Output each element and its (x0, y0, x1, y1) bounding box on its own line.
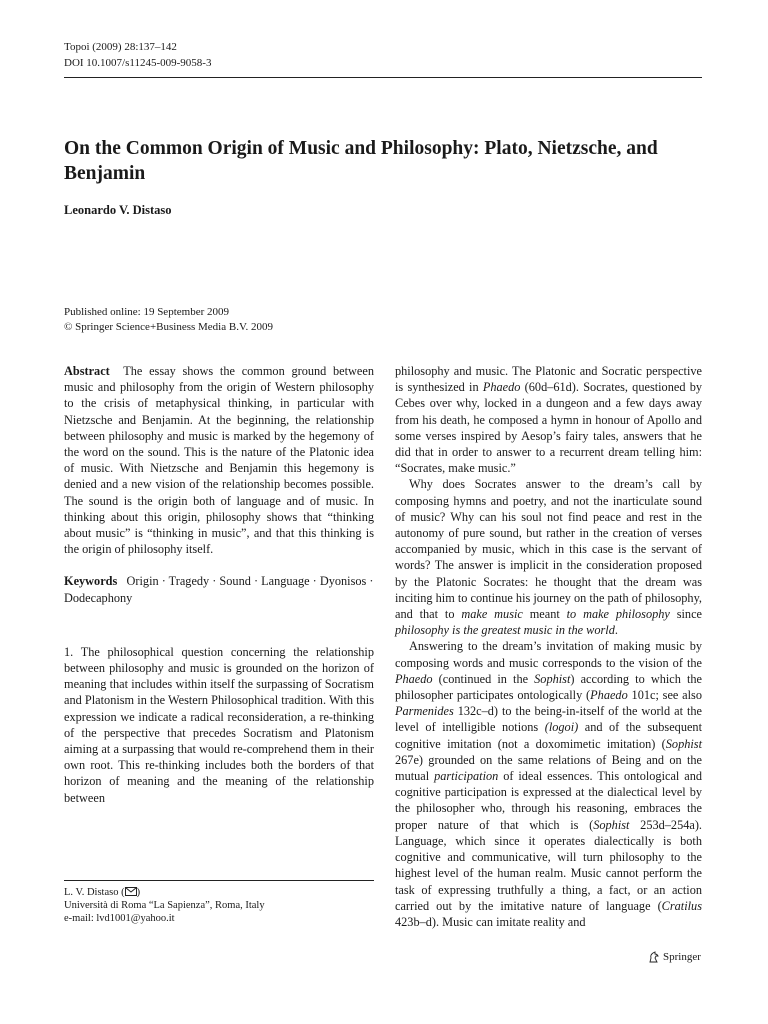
doi-line: DOI 10.1007/s11245-009-9058-3 (64, 57, 212, 69)
footnote-affiliation: Università di Roma “La Sapienza”, Roma, Italy (64, 900, 265, 911)
body-paragraph-continued: philosophy and music. The Platonic and Socratic perspective is synthesized in Phaedo (60d–61d). Socrates, questioned by Cebes over why, locked in a dungeon and a few days away from his death, he composed a hymn in honour of Apollo and some verses inspired by Aesop’s fairy tales, answers that he did that in order to answer to a recurrent dream telling him: “Socrates, make music.” (395, 364, 702, 476)
publication-info (64, 305, 273, 335)
keywords-label: Keywords (64, 574, 118, 589)
envelope-icon (125, 887, 137, 896)
footnote-author: L. V. Distaso ( ) (64, 887, 141, 898)
body-paragraph-3: Answering to the dream’s invitation of making music by composing words and music corresponds to the vision of the Phaedo (continued in the Sophist) according to which the philosopher participates ontologically (Phaedo 101c; see also Parmenides 132c–d) to the being-in-itself of the world at the level of intelligible notions (logoi) and of the subsequent cognitive imitation (not a doxomimetic imitation) (Sophist 267e) grounded on the same relations of Being and on the mutual participation of ideal essences. This ontological and cognitive participation is expressed at the dialectical level by the philosopher who, through his reasoning, embraces the proper nature of that which is (Sophist 253d–254a). Language, which since it operates dialectically is both cognitive and communicative, will turn philosophy to the highest level of the human realm. Music cannot perform the task of expressing truthfully a thing, a fact, or an action carried out by the imitative nature of language (Cratilus 423b–d). Music can imitate reality and (395, 639, 702, 929)
right-column (395, 363, 702, 930)
author-footnote (64, 886, 265, 925)
abstract-text: The essay shows the common ground between music and philosophy from the origin of Western philosophy to the crisis of metaphysical thinking, in particular with Nietzsche and Benjamin. At the beginning, the relationship between philosophy and music is marked by the hegemony of the word on the sound. This is the nature of the Platonic idea of music. With Nietzsche and Benjamin this hegemony is denied and a new vision of the relationship becomes possible. The sound is the origin both of language and of music. In thinking about this origin, philosophy shows that “thinking about music” is “thinking in music”, and that this thinking is the origin of philosophy itself. (64, 364, 374, 557)
abstract (64, 363, 374, 557)
body-paragraph-1: 1. The philosophical question concerning the relationship between philosophy and music is grounded on the horizon of meaning that includes within itself the surpassing of Socratism and Platonism in the Western Philosophical tradition. With this expression we indicate a radical reconsideration, a re-thinking of the perspective that precedes Socratism and Platonism aiming at a surpassing that would re-comprehend them in their own root. This re-thinking includes both the borders of that horizon of meaning and the meaning of the relationship between (64, 644, 374, 805)
footnote-email: e-mail: lvd1001@yahoo.it (64, 913, 175, 924)
article-title: On the Common Origin of Music and Philosophy: Plato, Nietzsche, and Benjamin (64, 138, 658, 184)
left-column (64, 363, 374, 806)
publisher-name: Springer (663, 951, 701, 963)
article-author: Leonardo V. Distaso (64, 203, 172, 217)
header-rule (64, 77, 702, 78)
abstract-label: Abstract (64, 364, 110, 378)
journal-header (64, 39, 211, 71)
keywords-text: Origin · Tragedy · Sound · Language · Dyonisos · Dodecaphony (64, 574, 374, 605)
published-date: Published online: 19 September 2009 (64, 306, 229, 318)
journal-citation: Topoi (2009) 28:137–142 (64, 41, 177, 53)
springer-horse-icon (648, 951, 660, 963)
footnote-rule (64, 880, 374, 881)
body-paragraph-2: Why does Socrates answer to the dream’s call by composing hymns and poetry, and not the inarticulate sound of music? Why can his soul not find peace and rest in the autonomy of pure sound, but rather in the creation of verses accompanied by music, which in this case is the servant of words? The answer is implicit in the consideration proposed by the Platonic Socrates: he thought that the dream was inciting him to continue his journey on the path of philosophy, and that to make music meant to make philosophy since philosophy is the greatest music in the world. (395, 477, 702, 638)
copyright-line: © Springer Science+Business Media B.V. 2009 (64, 321, 273, 333)
keywords (64, 573, 374, 605)
publisher-logo (648, 951, 701, 963)
